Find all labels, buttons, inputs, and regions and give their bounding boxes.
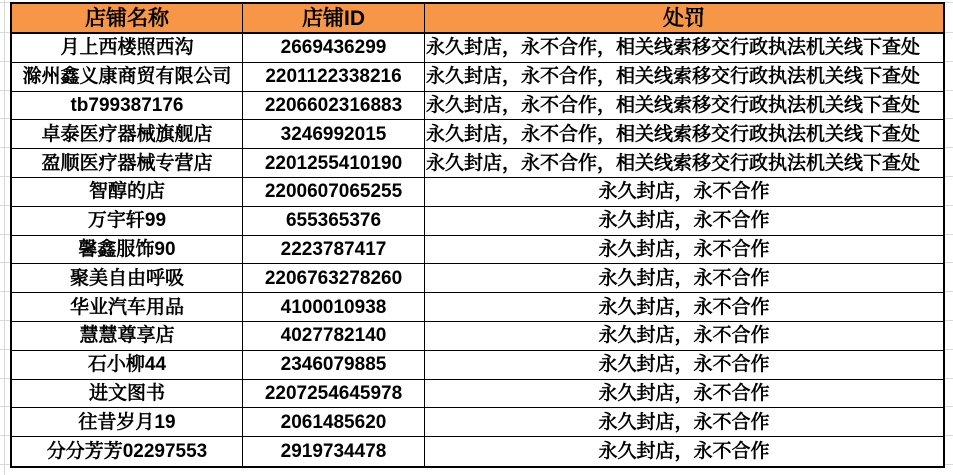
shop-id-cell[interactable]: 2200607065255 bbox=[243, 178, 425, 207]
shop-name-cell[interactable]: 进文图书 bbox=[12, 380, 243, 409]
shop-name-cell[interactable]: 馨鑫服饰90 bbox=[12, 236, 243, 265]
shop-name-cell[interactable]: 万宇轩99 bbox=[12, 207, 243, 236]
penalty-table bbox=[10, 2, 945, 468]
shop-id-cell[interactable]: 2061485620 bbox=[243, 408, 425, 437]
punishment-cell[interactable]: 永久封店，永不合作 bbox=[425, 380, 943, 409]
excel-margin-gridlines-right bbox=[945, 0, 953, 475]
column-header-shop-id[interactable]: 店铺ID bbox=[243, 4, 425, 34]
shop-id-cell[interactable]: 2346079885 bbox=[243, 351, 425, 380]
shop-name-cell[interactable]: tb799387176 bbox=[12, 92, 243, 121]
punishment-cell[interactable]: 永久封店，永不合作，相关线索移交行政执法机关线下查处 bbox=[425, 34, 943, 63]
shop-name-cell[interactable]: 聚美自由呼吸 bbox=[12, 264, 243, 293]
shop-name-cell[interactable]: 滁州鑫义康商贸有限公司 bbox=[12, 63, 243, 92]
shop-id-cell[interactable]: 2201122338216 bbox=[243, 63, 425, 92]
shop-name-cell[interactable]: 分分芳芳02297553 bbox=[12, 437, 243, 466]
shop-name-cell[interactable]: 月上西楼照西沟 bbox=[12, 34, 243, 63]
punishment-cell[interactable]: 永久封店，永不合作 bbox=[425, 178, 943, 207]
excel-column-gridline bbox=[4, 0, 5, 475]
shop-id-cell[interactable]: 4027782140 bbox=[243, 322, 425, 351]
punishment-cell[interactable]: 永久封店，永不合作 bbox=[425, 293, 943, 322]
column-header-shop-name[interactable]: 店铺名称 bbox=[12, 4, 243, 34]
column-header-punishment[interactable]: 处罚 bbox=[425, 4, 943, 34]
shop-id-cell[interactable]: 2223787417 bbox=[243, 236, 425, 265]
shop-name-cell[interactable]: 卓泰医疗器械旗舰店 bbox=[12, 120, 243, 149]
punishment-cell[interactable]: 永久封店，永不合作，相关线索移交行政执法机关线下查处 bbox=[425, 120, 943, 149]
shop-id-cell[interactable]: 2206763278260 bbox=[243, 264, 425, 293]
shop-id-cell[interactable]: 655365376 bbox=[243, 207, 425, 236]
shop-id-cell[interactable]: 2206602316883 bbox=[243, 92, 425, 121]
punishment-cell[interactable]: 永久封店，永不合作 bbox=[425, 351, 943, 380]
shop-id-cell[interactable]: 2919734478 bbox=[243, 437, 425, 466]
punishment-cell[interactable]: 永久封店，永不合作 bbox=[425, 236, 943, 265]
shop-id-cell[interactable]: 2669436299 bbox=[243, 34, 425, 63]
punishment-cell[interactable]: 永久封店，永不合作 bbox=[425, 264, 943, 293]
shop-name-cell[interactable]: 石小柳44 bbox=[12, 351, 243, 380]
punishment-cell[interactable]: 永久封店，永不合作 bbox=[425, 408, 943, 437]
punishment-cell[interactable]: 永久封店，永不合作 bbox=[598, 441, 770, 463]
excel-margin-gridlines-left bbox=[0, 0, 10, 475]
shop-name-cell[interactable]: 智醇的店 bbox=[12, 178, 243, 207]
shop-name-cell[interactable]: 慧慧尊享店 bbox=[12, 322, 243, 351]
shop-id-cell[interactable]: 2207254645978 bbox=[243, 380, 425, 409]
punishment-cell[interactable]: 永久封店，永不合作，相关线索移交行政执法机关线下查处 bbox=[425, 63, 943, 92]
punishment-cell[interactable]: 永久封店，永不合作，相关线索移交行政执法机关线下查处 bbox=[425, 149, 943, 178]
shop-name-cell[interactable]: 华业汽车用品 bbox=[12, 293, 243, 322]
shop-name-cell[interactable]: 往昔岁月19 bbox=[12, 408, 243, 437]
shop-id-cell[interactable]: 2201255410190 bbox=[243, 149, 425, 178]
punishment-cell[interactable]: 永久封店，永不合作 bbox=[425, 207, 943, 236]
punishment-cell[interactable]: 永久封店，永不合作，相关线索移交行政执法机关线下查处 bbox=[425, 92, 943, 121]
shop-name-cell[interactable]: 盈顺医疗器械专营店 bbox=[12, 149, 243, 178]
punishment-cell[interactable]: 永久封店，永不合作 bbox=[425, 322, 943, 351]
shop-id-cell[interactable]: 4100010938 bbox=[243, 293, 425, 322]
shop-id-cell[interactable]: 3246992015 bbox=[243, 120, 425, 149]
